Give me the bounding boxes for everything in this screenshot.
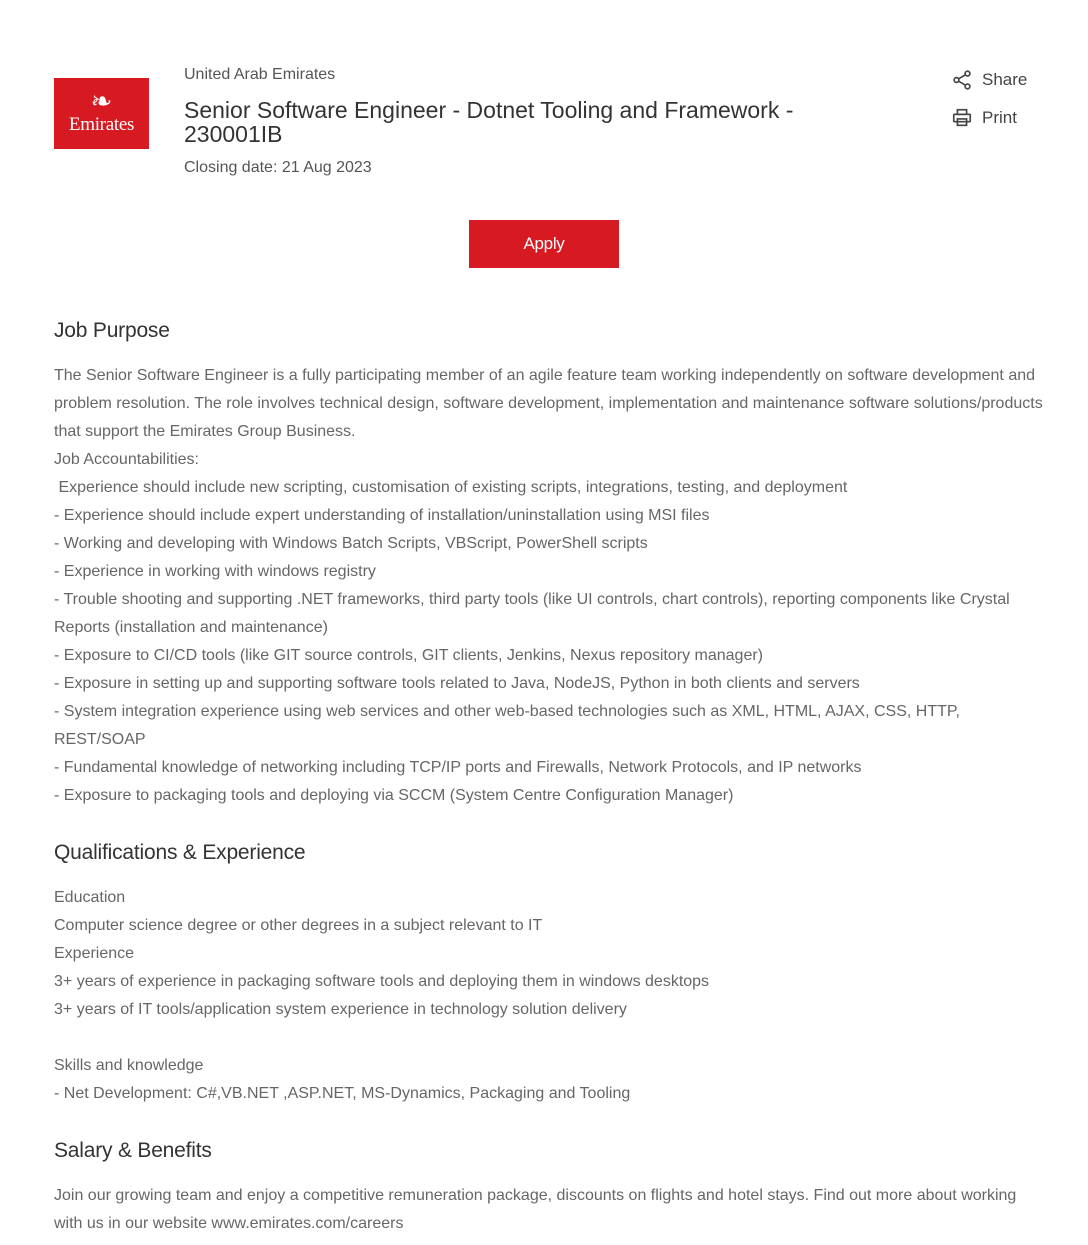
education-text: Computer science degree or other degrees in a subject relevant to IT <box>54 917 543 934</box>
job-location: United Arab Emirates <box>184 66 336 83</box>
job-header <box>184 64 804 179</box>
job-actions <box>951 66 1061 142</box>
experience-item: 3+ years of experience in packaging software tools and deploying them in windows desktops <box>54 973 710 990</box>
qualifications-body <box>54 884 1044 1108</box>
accountability-item: - Experience should include expert understanding of installation/uninstallation using MSI files <box>54 507 710 524</box>
share-button[interactable] <box>951 66 1061 94</box>
experience-item: 3+ years of IT tools/application system experience in technology solution delivery <box>54 1001 627 1018</box>
accountability-item: - System integration experience using web services and other web-based technologies such as XML, HTML, AJAX, CSS, HTTP, REST/SOAP <box>54 703 960 748</box>
emirates-calligraphy-icon: ❧ <box>90 86 113 117</box>
job-description <box>54 314 1044 1238</box>
qualifications-heading: Qualifications & Experience <box>54 841 306 864</box>
accountabilities-heading: Job Accountabilities: <box>54 451 199 468</box>
accountability-item: - Trouble shooting and supporting .NET frameworks, third party tools (like UI controls, chart controls), reporting components like Crystal Reports (installation and maintenance) <box>54 591 1010 636</box>
apply-button[interactable]: Apply <box>469 220 619 268</box>
logo-wordmark: Emirates <box>68 113 135 135</box>
experience-heading: Experience <box>54 945 135 962</box>
education-heading: Education <box>54 889 126 906</box>
share-label: Share <box>982 70 1028 89</box>
accountability-item: - Fundamental knowledge of networking including TCP/IP ports and Firewalls, Network Protocols, and IP networks <box>54 759 862 776</box>
accountability-item: - Exposure to packaging tools and deploying via SCCM (System Centre Configuration Manager) <box>54 787 734 804</box>
accountability-item: - Exposure to CI/CD tools (like GIT source controls, GIT clients, Jenkins, Nexus repository manager) <box>54 647 763 664</box>
accountability-item: - Working and developing with Windows Batch Scripts, VBScript, PowerShell scripts <box>54 535 648 552</box>
printer-icon <box>951 107 973 129</box>
closing-date: Closing date: 21 Aug 2023 <box>184 159 372 176</box>
print-label: Print <box>982 108 1017 127</box>
job-title: Senior Software Engineer - Dotnet Tooling and Framework - 230001IB <box>184 97 794 147</box>
job-purpose-paragraph: The Senior Software Engineer is a fully participating member of an agile feature team working independently on software development and problem resolution. The role involves technical design, software development, implementation and maintenance software solutions/products that support the Emirates Group Business. <box>54 367 1043 440</box>
share-icon <box>951 69 973 91</box>
skills-item: - Net Development: C#,VB.NET ,ASP.NET, MS-Dynamics, Packaging and Tooling <box>54 1085 631 1102</box>
accountability-item: - Experience in working with windows registry <box>54 563 376 580</box>
job-purpose-body <box>54 362 1044 810</box>
spacer <box>54 1024 1044 1052</box>
emirates-logo <box>54 78 149 149</box>
salary-paragraph: Join our growing team and enjoy a competitive remuneration package, discounts on flights and hotel stays. Find out more about working with us in our website www.emirates.com/careers <box>54 1187 1017 1232</box>
salary-heading: Salary & Benefits <box>54 1139 212 1162</box>
job-purpose-heading: Job Purpose <box>54 319 170 342</box>
accountability-item: - Exposure in setting up and supporting software tools related to Java, NodeJS, Python in both clients and servers <box>54 675 860 692</box>
print-button[interactable] <box>951 104 1061 132</box>
accountability-item: Experience should include new scripting, customisation of existing scripts, integrations, testing, and deployment <box>54 479 848 496</box>
salary-body <box>54 1182 1044 1238</box>
skills-heading: Skills and knowledge <box>54 1057 204 1074</box>
